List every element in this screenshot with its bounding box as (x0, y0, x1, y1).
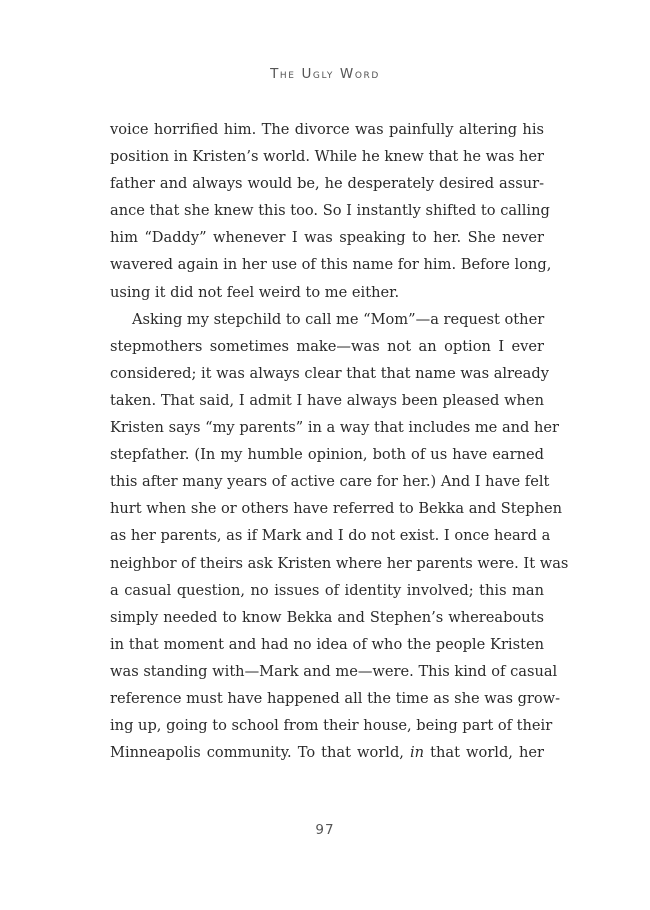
text-line: stepfather. (In my humble opinion, both of us have earned (110, 446, 544, 464)
text-line: hurt when she or others have referred to Bekka and Stephen (110, 500, 563, 518)
text-line: father and always would be, he desperately desired assur- (110, 175, 544, 193)
text-line: a casual question, no issues of identity involved; this man (110, 581, 544, 599)
running-head: The Ugly Word (270, 66, 380, 82)
text-line: using it did not feel weird to me either. (110, 283, 400, 301)
text-line: this after many years of active care for her.) And I have felt (110, 473, 550, 491)
page-number: 97 (315, 822, 335, 838)
text-line: Asking my stepchild to call me “Mom”—a request other (132, 310, 545, 328)
text-line: position in Kristen’s world. While he knew that he was her (110, 148, 544, 166)
text-line: simply needed to know Bekka and Stephen’s whereabouts (110, 608, 544, 626)
text-line: stepmothers sometimes make—was not an option I ever (110, 337, 544, 355)
text-line: in that moment and had no idea of who the people Kristen (110, 635, 544, 653)
emphasis-word: in (410, 744, 425, 762)
text-line: neighbor of theirs ask Kristen where her parents were. It was (110, 554, 569, 572)
text-line: reference must have happened all the time as she was grow- (110, 689, 561, 707)
text-line: him “Daddy” whenever I was speaking to her. She never (110, 229, 544, 247)
text-line: wavered again in her use of this name for him. Before long, (110, 256, 552, 274)
body-text (110, 116, 569, 766)
text-line: ing up, going to school from their house, being part of their (110, 717, 553, 735)
text-line: was standing with—Mark and me—were. This kind of casual (110, 662, 558, 680)
text-line-final (110, 739, 544, 766)
text-line: taken. That said, I admit I have always been pleased when (110, 391, 544, 409)
text-line: Kristen says “my parents” in a way that includes me and her (110, 419, 560, 437)
text-line: as her parents, as if Mark and I do not exist. I once heard a (110, 527, 551, 545)
final-line-start: Minneapolis community. To that world, (110, 744, 404, 762)
text-line: voice horrified him. The divorce was painfully altering his (110, 121, 544, 138)
final-line-end: that world, her (430, 744, 545, 762)
text-line: ance that she knew this too. So I instantly shifted to calling (110, 202, 550, 220)
text-line: considered; it was always clear that that name was already (110, 364, 549, 382)
